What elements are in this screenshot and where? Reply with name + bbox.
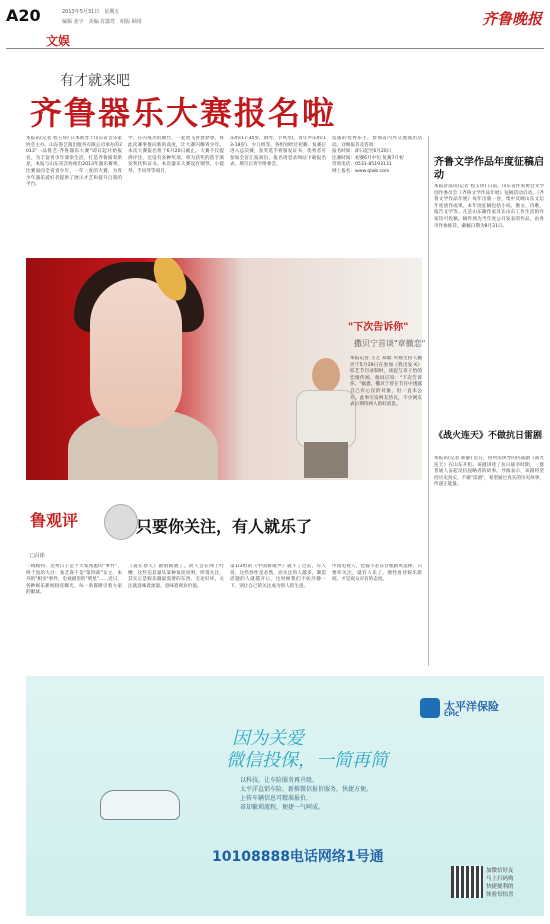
photo-caption-title: "下次告诉你" xyxy=(348,322,409,333)
photo-caption-subtitle: 撒贝宁首谈"章撤恋" xyxy=(354,339,426,348)
sidebar-title: 齐鲁文学作品年度征稿启动 xyxy=(434,157,544,181)
page-number: A20 xyxy=(6,6,41,25)
article2-col-1: 一线模特、达秀日子是个大家熟悉的"事件"，终于真的大白：张艺谋不是"第四部"女主，朱丹的"相亲"事件，电视剧里的"明星"……近日，各种娱乐新闻接连曝光，每一条都吸引着大家的眼球。 xyxy=(26,564,122,596)
article-col-2: 学，在闪成功的舞台，一起放飞青春梦想，将此次赛事推向新的高度，让大赛闪耀青少年。本次大赛报名将于6月20日截止。大赛不仅提供评比，还设有多种奖项，将为获奖的选手颁发奖状和证书。本次器乐大赛设有钢琴、小提琴、手风琴等项目。 xyxy=(128,136,224,174)
article-col-1: 本报讯(记者 程玉珍) 日本新晋于山东省音乐家协会主办、山东鲁艺演出服务有限公司承办的2013"一品鲁艺·齐鲁器乐大赛"即日起开始报名。为丰富青少年课余生活，打造齐鲁演奏新星，本报与山东省音协推出2013年器乐赛事，比赛面向全省青少年，一年一度的大赛，为青少年器乐爱好者提供了展示才艺和提升自我的平台。 xyxy=(26,136,122,188)
date-line: 2013年5月31日 星期五 xyxy=(62,9,120,15)
ad-headline-1: 因为关爱 xyxy=(232,728,304,749)
sidebar2-text: 本报讯(记者 郝静) 近日，由何雯执导的抗战剧《战火连天》在山东开机。该剧讲述了抗日战争时期，一群普通人奋起反抗侵略者的故事。导演表示，该剧将坚持历史真实，不做"雷剧"，希望通过真实的历史故事，传递正能量。 xyxy=(434,456,544,488)
article2-col-4: 中国电视人，也都不必盲目地跟风追捧。只要你关注，就有人乐了。理性看待娱乐新闻，才是观众应有的态度。 xyxy=(332,564,422,583)
ad-tagline: 以科技，让车险服务再升级。 太平洋直销车险，新推微信报价服务，快捷方便。 上传车辆信息可精准报价， 省却繁琐流程，便捷一气呵成。 xyxy=(240,777,373,811)
ad-headline-2: 微信投保，一简再简 xyxy=(226,750,388,771)
column-banner xyxy=(26,500,146,548)
man-body xyxy=(296,390,356,448)
section-label: 文娱 xyxy=(46,34,71,48)
editors-line: 编辑 张宇 美编 许露莺 组版 顾琦 xyxy=(62,19,142,25)
ad-phone[interactable]: 10108888电话网络1号通 xyxy=(212,849,384,865)
man-legs xyxy=(304,442,348,478)
man-head xyxy=(312,358,340,392)
ad-brand-en: CPIC xyxy=(444,711,460,718)
column-label: 鲁观评 xyxy=(30,511,79,530)
article2-title: 只要你关注，有人就乐了 xyxy=(136,517,313,536)
author-avatar xyxy=(104,504,138,540)
face-shape xyxy=(90,278,182,428)
article2-col-3: 第1/3组的《中国新歌声》就不了过去，有人说，这些炒作是必然，而关注的人越多，制造话题的人就越开心。这时候我们不妨冷静一下，别让自己的关注成为别人的生意。 xyxy=(230,564,326,589)
article2-byline: □吕徐 xyxy=(30,553,45,559)
ad-brand-name: 太平洋保险 xyxy=(444,700,499,713)
article-col-3: 乐组(17-35岁，钢琴、手风琴)，青年声乐组(13-18岁)、少儿组等。各组别经过初赛、复赛后进入总决赛，获奖选手将颁发证书，优秀者可参加全省汇报演出。报名请登录网站下载报名表，填写后寄至组委会。 xyxy=(230,136,326,168)
car-illustration xyxy=(100,790,180,820)
article-col-4: 选拔的优秀乐手，参加省内外交流演出活动。详细报名及咨询： 报名时间：即日起至6月20日 比赛时间：初赛6月中旬 复赛7月初 咨询电话：0531-85193131 网上报名：www.qlwb.com xyxy=(332,136,422,174)
article-title: 齐鲁器乐大赛报名啦 xyxy=(30,94,337,132)
photo-caption-text: 本报记者 王艺 郑敏 央视主持人撒贝宁5月29日在参加《我出发·X》综艺节目录制时，谈起与章子怡的恋情传闻，他回应说："下次告诉你。"据悉，撒贝宁曾在节目中透露自己有心仪的对象，但一直未公开。此事引发网友热议，不少网友表示期待两人的好消息。 xyxy=(350,356,422,408)
qr-code-icon[interactable] xyxy=(451,866,483,898)
article-kicker: 有才就来吧 xyxy=(60,73,130,89)
column-divider xyxy=(428,136,429,666)
article2-col-2: 《爱在春天》剧情揭晓了。同人会在网上吐槽，这些信息量从某种角度说明，所谓关注，其实正是娱乐圈最需要的东西。无论好坏，关注就意味着流量，意味着商业价值。 xyxy=(128,564,224,589)
ad-qr-text: 加微信好友 马上扫码购 快捷便利的 体验每惊喜 xyxy=(486,868,514,898)
header-rule xyxy=(6,48,544,49)
sidebar-text: 本报济南讯(记者 程玉珍) 日前，山东省作家协会文学创作委员会《齐鲁文学作品年展》征稿活动启动。《齐鲁文学作品年展》每年出版一卷，集中反映山东文坛年度创作成果。本年度征稿包括小说、散文、诗歌、报告文学等。凡是山东籍作家及在山东工作生活的作家均可投稿。稿件须为当年度公开发表的作品，由各市作协推荐。截稿日期为8月31日。 xyxy=(434,184,544,229)
newspaper-brand: 齐鲁晚报 xyxy=(481,10,542,28)
sidebar2-title: 《战火连天》不做抗日雷剧 xyxy=(434,431,543,441)
cpic-logo-icon xyxy=(420,698,440,718)
